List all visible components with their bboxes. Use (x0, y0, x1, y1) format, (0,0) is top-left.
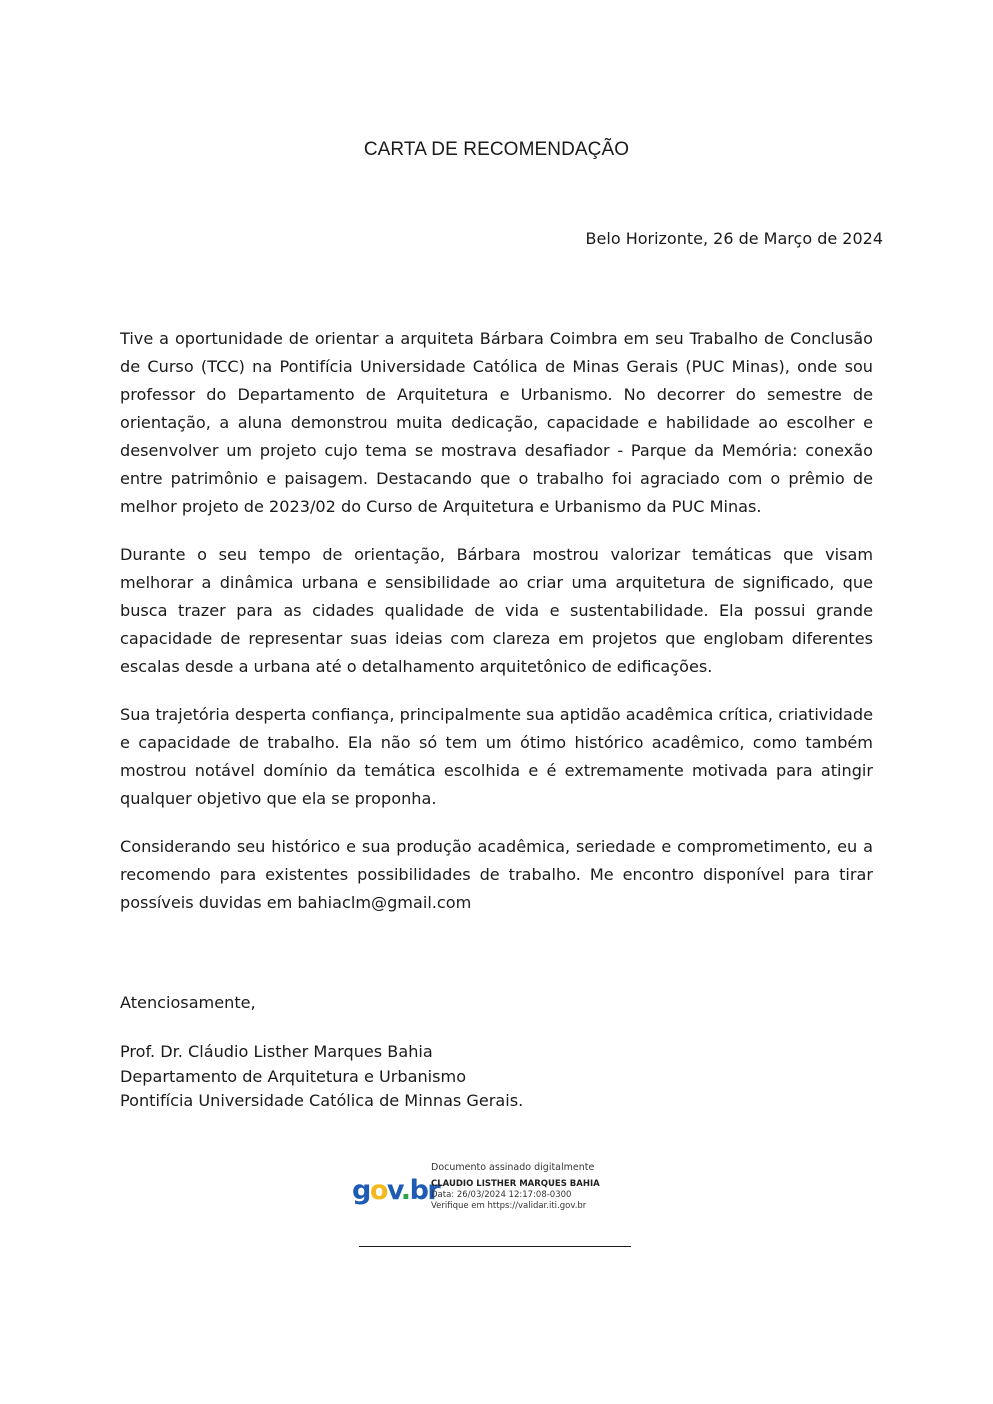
document-title: CARTA DE RECOMENDAÇÃO (363, 139, 630, 160)
stamp-date: Data: 26/03/2024 12:17:08-0300 (431, 1190, 572, 1200)
body-paragraph: Tive a oportunidade de orientar a arquiteta Bárbara Coimbra em seu Trabalho de Conclusão de Curso (TCC) na Pontifícia Universidade Católica de Minas Gerais (PUC Minas), onde sou professor do Departamento de Arquitetura e Urbanismo. No decorrer do semestre de orientação, a aluna demonstrou muita dedicação, capacidade e habilidade ao escolher e desenvolver um projeto cujo tema se mostrava desafiador - Parque da Memória: conexão entre patrimônio e paisagem. Destacando que o trabalho foi agraciado com o prêmio de melhor projeto de 2023/02 do Curso de Arquitetura e Urbanismo da PUC Minas. (120, 329, 873, 516)
closing-salutation: Atenciosamente, (120, 993, 256, 1012)
place-date: Belo Horizonte, 26 de Março de 2024 (585, 229, 883, 248)
body-paragraph: Sua trajetória desperta confiança, principalmente sua aptidão acadêmica crítica, criatividade e capacidade de trabalho. Ela não só tem um ótimo histórico acadêmico, como também mostrou notável domínio da temática escolhida e é extremamente motivada para atingir qualquer objetivo que ela se proponha. (120, 705, 873, 808)
govbr-logo: gov.br (352, 1175, 440, 1206)
stamp-header: Documento assinado digitalmente (431, 1162, 595, 1173)
signer-name: Prof. Dr. Cláudio Listher Marques Bahia (120, 1042, 433, 1061)
stamp-signer: CLAUDIO LISTHER MARQUES BAHIA (431, 1179, 600, 1189)
signature-block (120, 1040, 523, 1114)
body-paragraph: Considerando seu histórico e sua produção acadêmica, seriedade e comprometimento, eu a recomendo para existentes possibilidades de trabalho. Me encontro disponível para tirar possíveis duvidas em bahiaclm@gmail.com (120, 837, 873, 912)
signer-department: Departamento de Arquitetura e Urbanismo (120, 1066, 467, 1086)
letter-body (120, 325, 873, 937)
body-paragraph: Durante o seu tempo de orientação, Bárbara mostrou valorizar temáticas que visam melhorar a dinâmica urbana e sensibilidade ao criar uma arquitetura de significado, que busca trazer para as cidades qualidade de vida e sustentabilidade. Ela possui grande capacidade de representar suas ideias com clareza em projetos que englobam diferentes escalas desde a urbana até o detalhamento arquitetônico de edificações. (120, 545, 873, 676)
digital-signature-stamp (352, 1160, 602, 1220)
signer-institution: Pontifícia Universidade Católica de Minnas Gerais. (120, 1091, 524, 1110)
stamp-details (431, 1160, 600, 1212)
signature-line (359, 1246, 631, 1247)
stamp-verify-link: Verifique em https://validar.iti.gov.br (431, 1201, 587, 1211)
